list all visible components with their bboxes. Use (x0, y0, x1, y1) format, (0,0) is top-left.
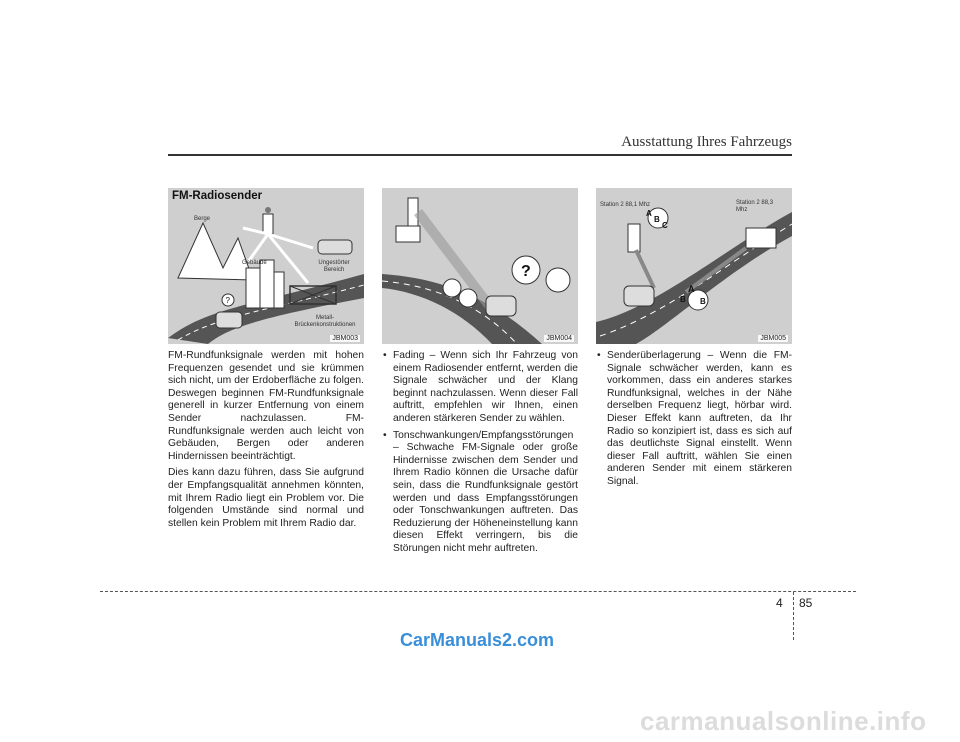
footer-dashed-rule (100, 591, 856, 592)
bullet-item: • Tonschwankungen/Empfangsstörungen – Schwache FM-Signale oder große Hindernisse zwischen dem Sender und Ihrem Radio können die Ursache dafür sein, dass die Rundfunksignale gestört werden und dass Empfangsstörungen oder Tonschwankungen auftreten. Das Reduzierung der Höheneinstellung kann diesen Effekt verringern, bis die Störungen nicht mehr auftreten. (382, 430, 578, 556)
figure-code: JBM004 (546, 335, 572, 342)
watermark-carmanuals2[interactable]: CarManuals2.com (400, 630, 555, 650)
figure-code: JBM005 (760, 335, 786, 342)
svg-text:B: B (700, 297, 706, 306)
chapter-number: 4 (776, 596, 783, 610)
figure-title: FM-Radiosender (172, 190, 263, 202)
svg-text:A: A (646, 209, 652, 218)
svg-text:B: B (654, 215, 660, 224)
text-column-right (596, 350, 792, 493)
label-station-left: Station 2 88,1 Mhz (600, 202, 651, 208)
figure-code: JBM003 (332, 335, 358, 342)
fading-illustration (382, 188, 578, 344)
page-number: 85 (799, 596, 813, 610)
figure-senderueberlagerung (596, 188, 792, 344)
figure-fading (382, 188, 578, 344)
footer-vertical-rule (793, 592, 794, 640)
svg-text:?: ? (225, 296, 230, 305)
bullet-item: • Senderüberlagerung – Wenn die FM-Signale schwächer werden, kann es vorkommen, dass ein anderes starkes Rundfunksignal, welches in der Nähe derselben Frequenz liegt, hörbar wird. Dieser Effekt kann auftreten, da Ihr Radio so konzipiert ist, dass es sich auf das deutlichste Signal einstellt. Wenn dieser Fall auftritt, wählen Sie einen anderen Sender mit einem stärkeren Signal. (596, 350, 792, 489)
svg-text:?: ? (521, 263, 531, 280)
figure-fm-radiosender (168, 188, 364, 344)
watermark-carmanualsonline: carmanualsonline.info (640, 706, 927, 736)
svg-text:C: C (662, 221, 668, 230)
svg-text:B: B (680, 295, 686, 304)
paragraph: Dies kann dazu führen, dass Sie aufgrund der Empfangsqualität annehmen könnten, mit Ihrem Radio liegt ein Problem vor. Die folgenden Umstände sind normal und stellen kein Problem mit Ihrem Radio dar. (168, 467, 364, 529)
paragraph: FM-Rundfunksignale werden mit hohen Frequenzen gesendet und sie krümmen sich nicht, um der Erdoberfläche zu folgen. Deswegen beginnen FM-Rundfunksignale generell in kurzer Entfernung von einem Sender nachzulassen. FM-Rundfunksignale werden auch leicht von Gebäuden, Bergen oder anderen Hindernissen beeinträchtigt. (168, 350, 364, 462)
label-metall: Metall- Brückenkonstruktionen (294, 315, 356, 328)
text-column-middle (382, 350, 578, 560)
label-ungestoert: Ungestörter Bereich (318, 260, 350, 273)
page-header-title: Ausstattung Ihres Fahrzeugs (621, 134, 792, 150)
label-berge: Berge (194, 216, 211, 222)
text-column-left (168, 350, 364, 534)
svg-text:A: A (688, 284, 695, 294)
bullet-item: • Fading – Wenn sich Ihr Fahrzeug von einem Radiosender entfernt, werden die Signale schwächer und der Klang beginnt nachzulassen. Wenn dieser Fall auftritt, empfehlen wir Ihnen, einen anderen stärkeren Sender zu wählen. (382, 350, 578, 426)
label-gebaeude: Gebäude (242, 260, 267, 266)
label-station-right: Station 2 88,3 Mhz (736, 200, 774, 213)
header-rule (168, 154, 792, 156)
